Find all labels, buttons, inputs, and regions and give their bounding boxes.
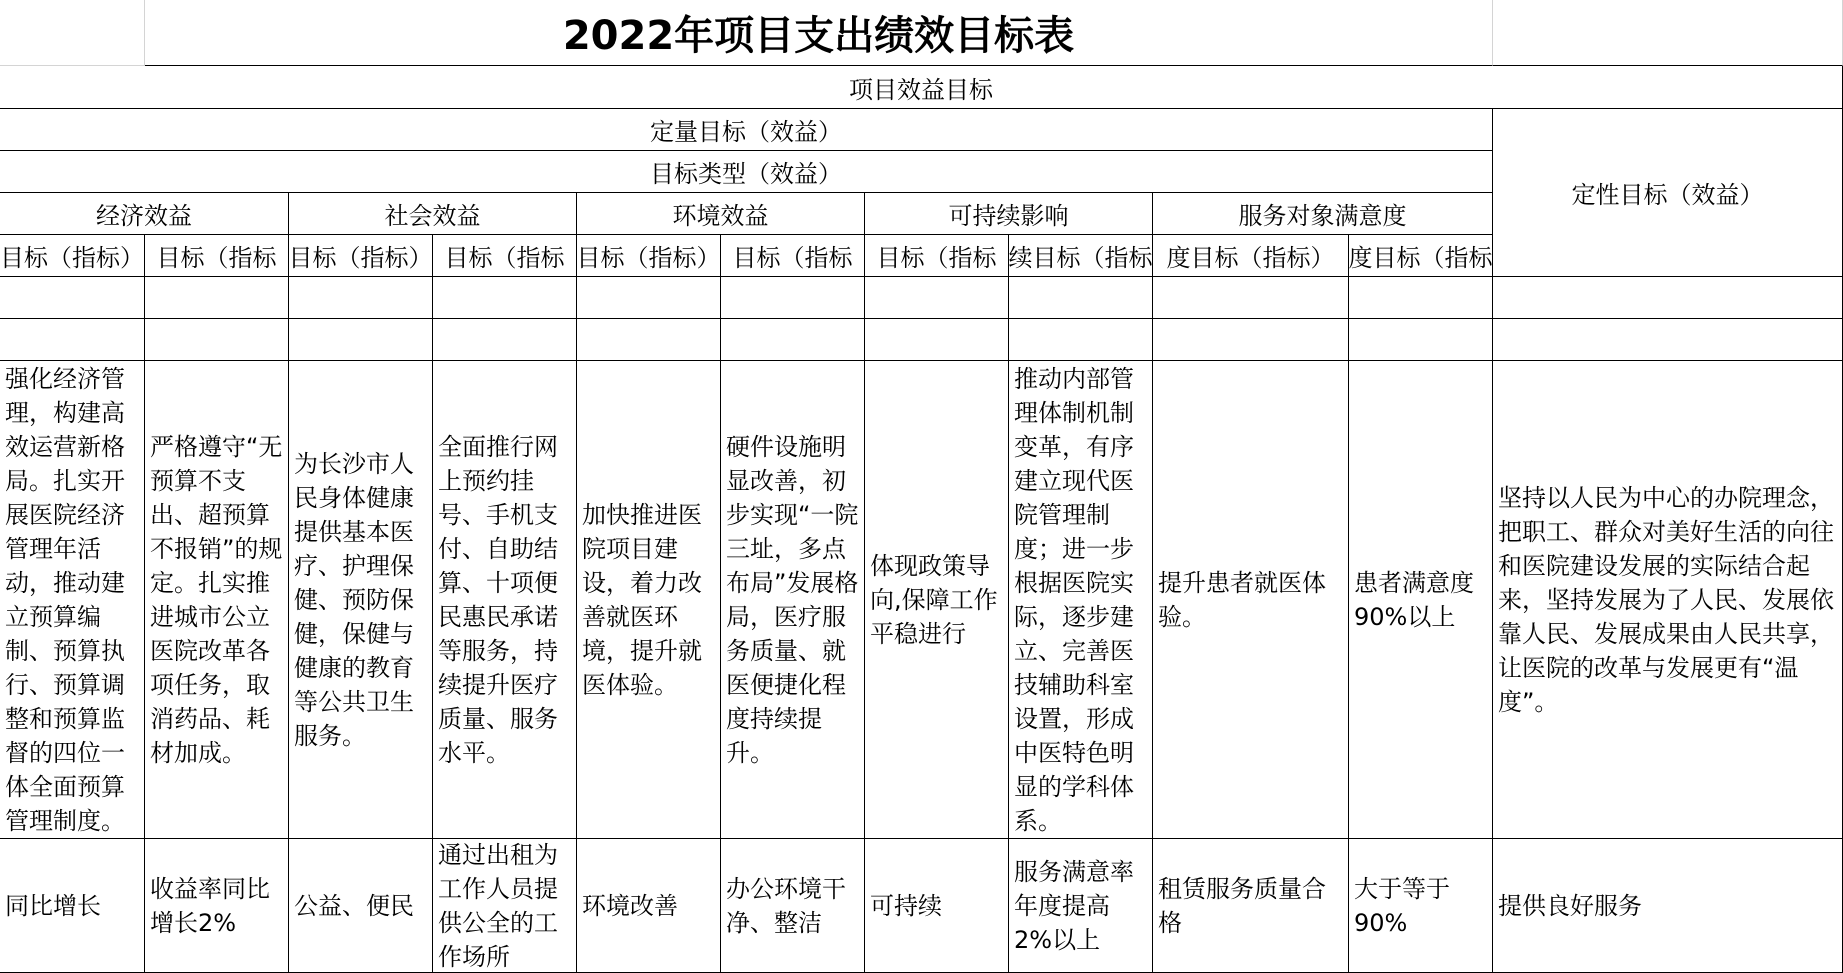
empty-cell[interactable]: [1009, 319, 1153, 361]
empty-cell[interactable]: [1349, 277, 1493, 319]
empty-cell[interactable]: [433, 319, 577, 361]
empty-cell[interactable]: [433, 277, 577, 319]
goal-sustainable-1[interactable]: [865, 361, 1009, 839]
indicator-environment-1[interactable]: [577, 839, 721, 973]
indicator-text: 大于等于90%: [1354, 874, 1450, 937]
empty-cell[interactable]: [1493, 277, 1843, 319]
indicator-text: 办公环境干净、整洁: [726, 874, 846, 937]
indicator-economic-1[interactable]: [0, 839, 145, 973]
corner-cell[interactable]: [0, 0, 145, 66]
indicator-text: 提供良好服务: [1498, 891, 1642, 920]
goal-text: 硬件设施明显改善，初步实现“一院三址，多点布局”发展格局，医疗服务质量、就医便捷化程度持续提升。: [726, 432, 859, 767]
indicator-text: 同比增长: [5, 891, 101, 920]
subheader-sustainable-goal: 目标（指标: [865, 235, 1009, 277]
subheader-satisfaction-goal: 度目标（指标）: [1153, 235, 1349, 277]
subheader-environment-indicator: 目标（指标: [721, 235, 865, 277]
indicator-text: 收益率同比增长2%: [150, 874, 270, 937]
empty-cell[interactable]: [1349, 319, 1493, 361]
empty-cell[interactable]: [577, 319, 721, 361]
empty-cell[interactable]: [145, 319, 289, 361]
indicator-text: 可持续: [870, 891, 942, 920]
indicator-sustainable-1[interactable]: [865, 839, 1009, 973]
group-satisfaction: 服务对象满意度: [1153, 193, 1493, 235]
goal-text: 坚持以人民为中心的办院理念，把职工、群众对美好生活的向往和医院建设发展的实际结合起来，坚持发展为了人民、发展依靠人民、发展成果由人民共享，让医院的改革与发展更有“温度”。: [1498, 483, 1834, 716]
empty-cell[interactable]: [289, 319, 433, 361]
goal-environment-2[interactable]: [721, 361, 865, 839]
goal-economic-2[interactable]: [145, 361, 289, 839]
empty-cell[interactable]: [865, 319, 1009, 361]
goal-text: 为长沙市人民身体健康提供基本医疗、护理保健、预防保健，保健与健康的教育等公共卫生服务。: [294, 449, 414, 750]
indicator-satisfaction-2[interactable]: [1349, 839, 1493, 973]
group-economic: 经济效益: [0, 193, 289, 235]
empty-cell[interactable]: [1153, 319, 1349, 361]
goal-satisfaction-2[interactable]: [1349, 361, 1493, 839]
header-qualitative: 定性目标（效益）: [1493, 109, 1843, 277]
header-target-type: 目标类型（效益）: [0, 151, 1493, 193]
goal-social-1[interactable]: [289, 361, 433, 839]
goal-text: 患者满意度90%以上: [1354, 568, 1474, 631]
indicator-satisfaction-1[interactable]: [1153, 839, 1349, 973]
empty-cell[interactable]: [721, 277, 865, 319]
sheet-title: 2022年项目支出绩效目标表: [145, 0, 1493, 66]
empty-cell[interactable]: [0, 277, 145, 319]
group-social: 社会效益: [289, 193, 577, 235]
empty-cell[interactable]: [1493, 319, 1843, 361]
empty-cell[interactable]: [1009, 277, 1153, 319]
goal-environment-1[interactable]: [577, 361, 721, 839]
indicator-text: 通过出租为工作人员提供公全的工作场所: [438, 840, 558, 971]
goal-text: 提升患者就医体验。: [1158, 568, 1326, 631]
indicator-social-1[interactable]: [289, 839, 433, 973]
indicator-sustainable-2[interactable]: [1009, 839, 1153, 973]
subheader-economic-goal: 目标（指标）: [0, 235, 145, 277]
goal-text: 推动内部管理体制机制变革，有序建立现代医院管理制度；进一步根据医院实际，逐步建立、完善医技辅助科室设置，形成中医特色明显的学科体系。: [1014, 364, 1134, 835]
goal-text: 强化经济管理，构建高效运营新格局。扎实开展医院经济管理年活动，推动建立预算编制、预算执行、预算调整和预算监督的四位一体全面预算管理制度。: [5, 364, 125, 835]
indicator-text: 环境改善: [582, 891, 678, 920]
group-sustainable: 可持续影响: [865, 193, 1153, 235]
goal-text: 体现政策导向,保障工作平稳进行: [870, 551, 998, 648]
indicator-text: 租赁服务质量合格: [1158, 874, 1326, 937]
subheader-satisfaction-indicator: 度目标（指标: [1349, 235, 1493, 277]
empty-cell[interactable]: [145, 277, 289, 319]
goal-qualitative[interactable]: [1493, 361, 1843, 839]
goal-text: 加快推进医院项目建设，着力改善就医环境，提升就医体验。: [582, 500, 702, 699]
group-environment: 环境效益: [577, 193, 865, 235]
indicator-text: 公益、便民: [294, 891, 414, 920]
empty-cell[interactable]: [0, 319, 145, 361]
subheader-environment-goal: 目标（指标）: [577, 235, 721, 277]
subheader-sustainable-indicator: 续目标（指标: [1009, 235, 1153, 277]
indicator-economic-2[interactable]: [145, 839, 289, 973]
subheader-social-indicator: 目标（指标: [433, 235, 577, 277]
subheader-economic-indicator: 目标（指标: [145, 235, 289, 277]
goal-text: 全面推行网上预约挂号、手机支付、自助结算、十项便民惠民承诺等服务，持续提升医疗质量、服务水平。: [438, 432, 558, 767]
header-quantitative: 定量目标（效益）: [0, 109, 1493, 151]
empty-cell[interactable]: [289, 277, 433, 319]
header-project-benefit: 项目效益目标: [0, 66, 1843, 109]
title-right-cell[interactable]: [1493, 0, 1843, 66]
empty-cell[interactable]: [577, 277, 721, 319]
goal-social-2[interactable]: [433, 361, 577, 839]
indicator-environment-2[interactable]: [721, 839, 865, 973]
indicator-qualitative[interactable]: [1493, 839, 1843, 973]
goal-satisfaction-1[interactable]: [1153, 361, 1349, 839]
empty-cell[interactable]: [865, 277, 1009, 319]
empty-cell[interactable]: [721, 319, 865, 361]
goal-economic-1[interactable]: [0, 361, 145, 839]
subheader-social-goal: 目标（指标）: [289, 235, 433, 277]
indicator-text: 服务满意率年度提高2%以上: [1014, 857, 1134, 954]
goal-sustainable-2[interactable]: [1009, 361, 1153, 839]
indicator-social-2[interactable]: [433, 839, 577, 973]
empty-cell[interactable]: [1153, 277, 1349, 319]
goal-text: 严格遵守“无预算不支出、超预算不报销”的规定。扎实推进城市公立医院改革各项任务，取消药品、耗材加成。: [150, 432, 283, 767]
